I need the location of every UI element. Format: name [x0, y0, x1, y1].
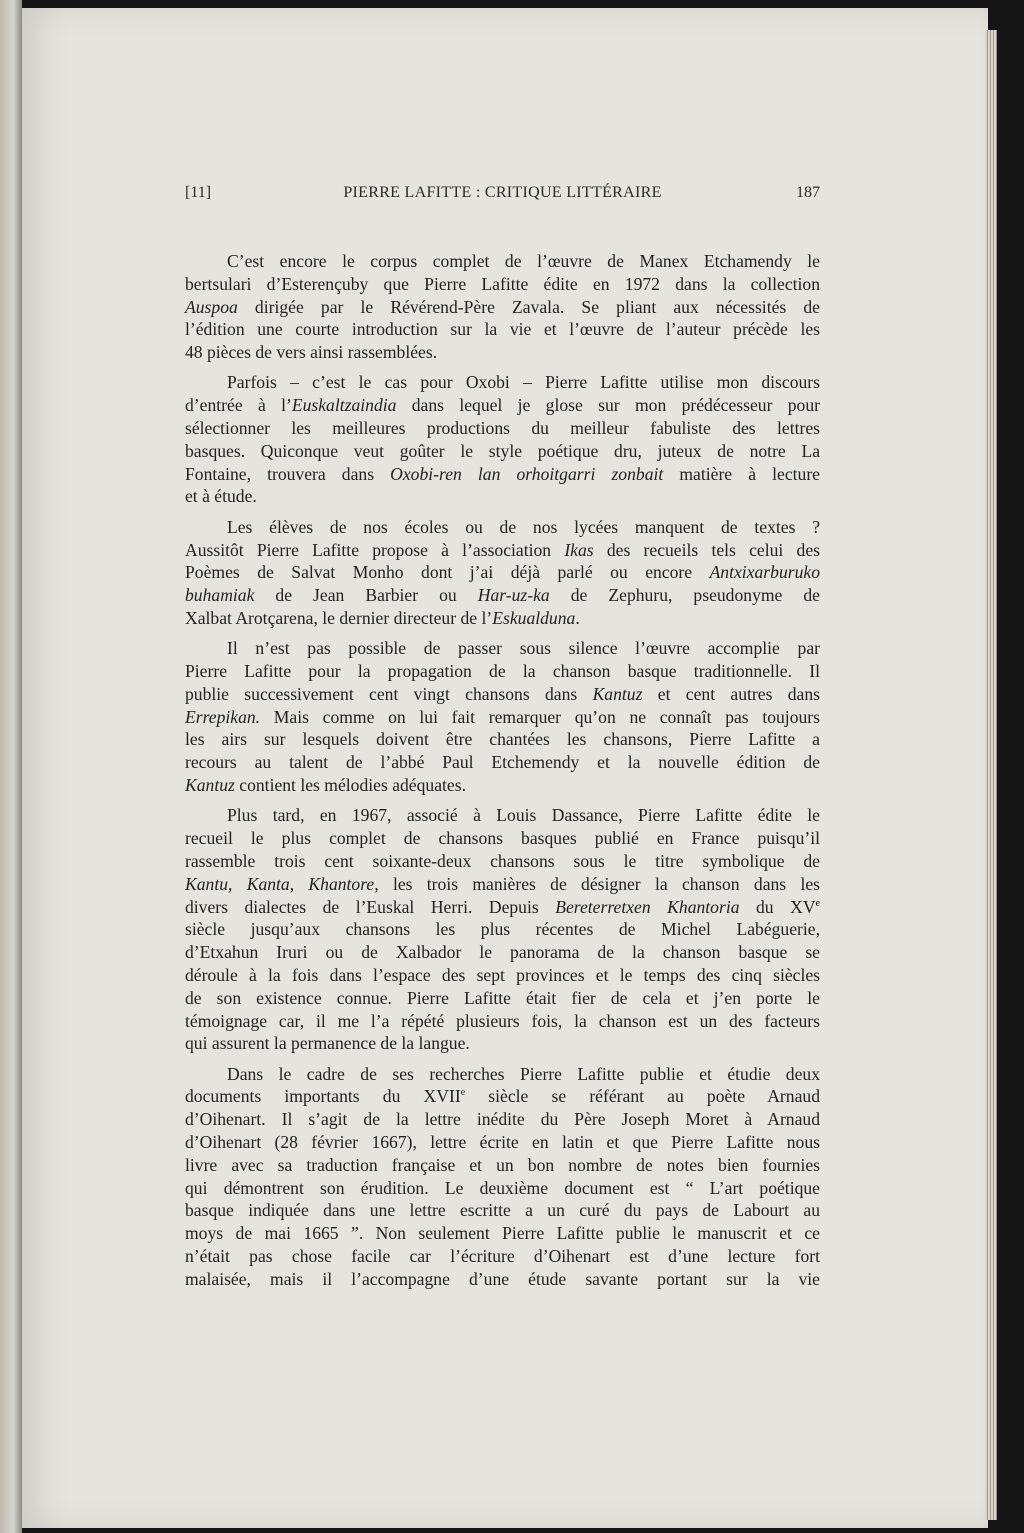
text-line [185, 561, 820, 584]
text-line [185, 1108, 820, 1131]
facing-page-edge [0, 0, 22, 1533]
italic-title: Kantuz [592, 683, 643, 704]
text-run: d’Oihenart (28 février 1667), lettre écrite en latin et que Pierre Lafitte nous [185, 1131, 820, 1152]
text-run: bertsulari d’Esterençuby que Pierre Lafitte édite en 1972 dans la collection [185, 273, 820, 294]
text-run: Fontaine, trouvera dans [185, 463, 391, 484]
italic-title: Errepikan. [185, 706, 261, 727]
paragraph [185, 250, 820, 364]
paragraph [185, 804, 820, 1055]
text-line [185, 584, 820, 607]
text-run: Les élèves de nos écoles ou de nos lycées manquent de textes ? [227, 516, 820, 537]
text-line [185, 250, 820, 273]
text-line [185, 1063, 820, 1086]
text-run: contient les mélodies adéquates. [234, 775, 466, 796]
italic-title: Euskaltzaindia [291, 395, 397, 416]
text-line [185, 1245, 820, 1268]
text-run: Xalbat Arotçarena, le dernier directeur de l’ [185, 607, 493, 628]
text-run: Plus tard, en 1967, associé à Louis Dassance, Pierre Lafitte édite le [227, 805, 820, 826]
text-run: Mais comme on lui fait remarquer qu’on ne connaît pas toujours [260, 706, 820, 727]
italic-title: buhamiak [185, 585, 255, 606]
text-line [185, 341, 820, 364]
italic-title: Bereterretxen Khantoria [555, 896, 740, 917]
text-run: dirigée par le Révérend-Père Zavala. Se pliant aux nécessités de [237, 296, 820, 317]
superscript: e [815, 897, 820, 909]
italic-title: Oxobi-ren lan orhoitgarri zonbait [390, 463, 664, 484]
page-stack-edges [985, 30, 997, 1520]
text-run: du XV [739, 896, 816, 917]
text-run: documents importants du XVII [185, 1086, 461, 1107]
text-line [185, 941, 820, 964]
italic-title: Auspoa [185, 296, 238, 317]
text-run: publie successivement cent vingt chansons dans [185, 683, 593, 704]
text-line [185, 987, 820, 1010]
text-run: . [575, 607, 580, 628]
text-run: moys de mai 1665 ”. Non seulement Pierre Lafitte publie le manuscrit et ce [185, 1223, 820, 1244]
text-run: déroule à la fois dans l’espace des sept provinces et le temps des cinq siècles [185, 964, 820, 985]
text-line [185, 1032, 820, 1055]
text-run: Il n’est pas possible de passer sous silence l’œuvre accomplie par [227, 638, 820, 659]
text-line [185, 1154, 820, 1177]
text-run: Pierre Lafitte pour la propagation de la chanson basque traditionnelle. Il [185, 661, 820, 682]
text-run: et cent autres dans [642, 683, 820, 704]
text-line [185, 1222, 820, 1245]
section-number: [11] [185, 184, 212, 201]
paragraph [185, 516, 820, 630]
italic-title: Ikas [564, 539, 594, 560]
text-run: livre avec sa traduction française et un bon nombre de notes bien fournies [185, 1154, 820, 1175]
text-line [185, 394, 820, 417]
italic-title: Antxixarburuko [709, 562, 820, 583]
text-line [185, 318, 820, 341]
text-run: matière à lecture [663, 463, 820, 484]
italic-title: Kantu, Kanta, Khantore, [185, 873, 379, 894]
running-title: PIERRE LAFITTE : CRITIQUE LITTÉRAIRE [343, 184, 662, 201]
paragraph [185, 371, 820, 508]
text-line [185, 1131, 820, 1154]
text-line [185, 706, 820, 729]
text-run: et à étude. [185, 486, 257, 507]
text-line [185, 873, 820, 896]
text-line [185, 485, 820, 508]
text-line [185, 371, 820, 394]
italic-title: Kantuz [185, 775, 235, 796]
text-run: qui assurent la permanence de la langue. [185, 1033, 470, 1054]
text-run: basque indiquée dans une lettre escritte a un curé du pays de Labourt au [185, 1200, 820, 1221]
text-run: siècle jusqu’aux chansons les plus récentes de Michel Labéguerie, [185, 919, 820, 940]
text-run: d’Oihenart. Il s’agit de la lettre inédite du Père Joseph Moret à Arnaud [185, 1109, 820, 1130]
superscript: e [460, 1087, 466, 1099]
text-line [185, 296, 820, 319]
text-line [185, 1085, 820, 1108]
page-number: 187 [796, 184, 820, 201]
text-line [185, 774, 820, 797]
text-run: d’Etxahun Iruri ou de Xalbador le panorama de la chanson basque se [185, 942, 820, 963]
text-run: recueil le plus complet de chansons basques publié en France puisqu’il [185, 828, 820, 849]
text-run: Dans le cadre de ses recherches Pierre Lafitte publie et étudie deux [227, 1063, 820, 1084]
text-run: les trois manières de désigner la chanson dans les [378, 873, 820, 894]
text-run: de son existence connue. Pierre Lafitte était fier de cela et j’en porte le [185, 987, 820, 1008]
text-line [185, 850, 820, 873]
text-run: de Jean Barbier ou [254, 585, 478, 606]
text-run: divers dialectes de l’Euskal Herri. Depuis [185, 896, 556, 917]
text-run: C’est encore le corpus complet de l’œuvre de Manex Etchamendy le [227, 251, 820, 271]
text-line [185, 728, 820, 751]
text-line [185, 273, 820, 296]
text-line [185, 918, 820, 941]
text-run: Parfois – c’est le cas pour Oxobi – Pierre Lafitte utilise mon discours [227, 372, 820, 393]
text-line [185, 607, 820, 630]
text-line [185, 827, 820, 850]
text-line [185, 516, 820, 539]
text-run: qui démontrent son érudition. Le deuxième document est “ L’art poétique [185, 1177, 820, 1198]
body-text [185, 250, 820, 1298]
text-line [185, 683, 820, 706]
text-run: 48 pièces de vers ainsi rassemblées. [185, 342, 438, 363]
paragraph [185, 637, 820, 797]
paragraph [185, 1063, 820, 1291]
text-run: d’entrée à l’ [185, 395, 292, 416]
text-run: dans lequel je glose sur mon prédécesseur pour [396, 395, 820, 416]
text-line [185, 440, 820, 463]
text-line [185, 1199, 820, 1222]
running-header [185, 184, 820, 208]
text-run: les airs sur lesquels doivent être chantées les chansons, Pierre Lafitte a [185, 729, 820, 750]
text-run: n’était pas chose facile car l’écriture d’Oihenart est d’une lecture fort [185, 1245, 820, 1266]
text-line [185, 964, 820, 987]
text-run: recours au talent de l’abbé Paul Etchemendy et la nouvelle édition de [185, 752, 820, 773]
text-line [185, 751, 820, 774]
text-line [185, 1177, 820, 1200]
italic-title: Har-uz-ka [477, 585, 550, 606]
text-run: Aussitôt Pierre Lafitte propose à l’association [185, 539, 565, 560]
text-run: sélectionner les meilleures productions du meilleur fabuliste des lettres [185, 418, 820, 439]
text-line [185, 539, 820, 562]
text-run: malaisée, mais il l’accompagne d’une étude savante portant sur la vie [185, 1268, 820, 1289]
text-line [185, 417, 820, 440]
text-run: l’édition une courte introduction sur la vie et l’œuvre de l’auteur précède les [185, 319, 820, 340]
text-line [185, 896, 820, 919]
text-run: rassemble trois cent soixante-deux chansons sous le titre symbolique de [185, 850, 820, 871]
text-line [185, 463, 820, 486]
text-run: des recueils tels celui des [593, 539, 820, 560]
text-run: témoignage car, il me l’a répété plusieurs fois, la chanson est un des facteurs [185, 1010, 820, 1031]
text-line [185, 637, 820, 660]
text-run: basques. Quiconque veut goûter le style poétique dru, juteux de notre La [185, 440, 820, 461]
text-line [185, 804, 820, 827]
text-line [185, 1010, 820, 1033]
text-line [185, 1268, 820, 1291]
text-run: Poèmes de Salvat Monho dont j’ai déjà parlé ou encore [185, 562, 710, 583]
italic-title: Eskualduna [492, 607, 576, 628]
text-run: siècle se référant au poète Arnaud [465, 1086, 820, 1107]
text-line [185, 660, 820, 683]
text-run: de Zephuru, pseudonyme de [549, 585, 820, 606]
